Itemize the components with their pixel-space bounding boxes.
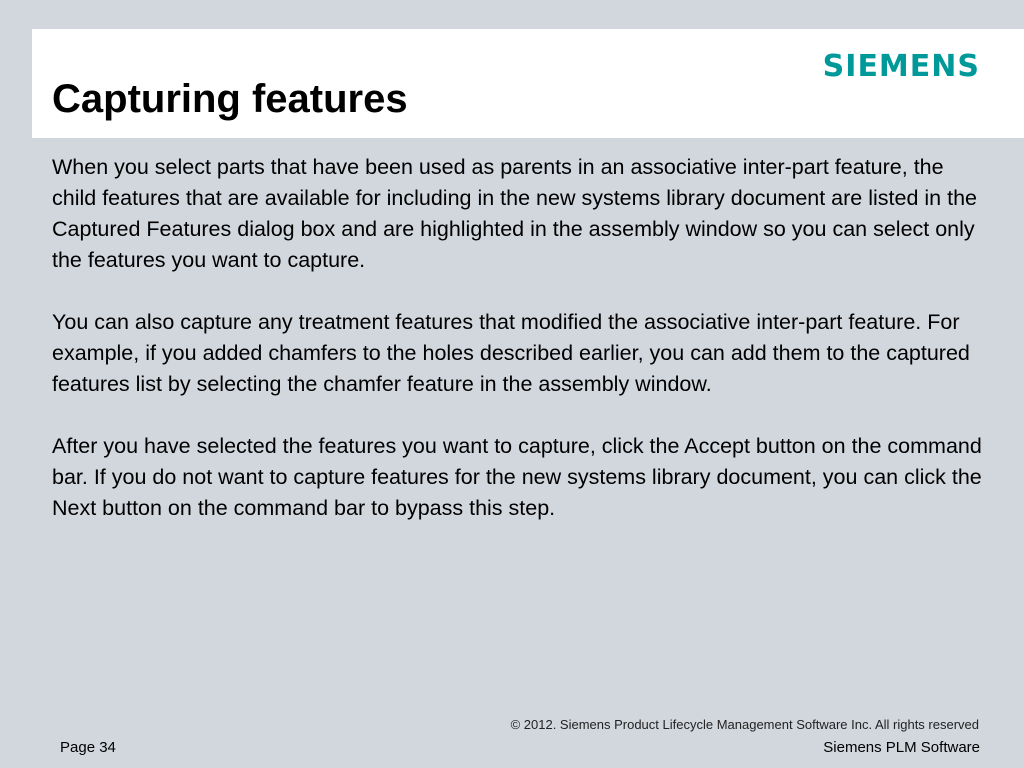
- slide-header: [32, 29, 1024, 138]
- page-title: Capturing features: [52, 77, 408, 121]
- page-number: Page 34: [60, 739, 116, 756]
- body-paragraph-1: When you select parts that have been used as parents in an associative inter-part feature, the child features that are available for including in the new systems library document are listed in the Captured Features dialog box and are highlighted in the assembly window so you can select only the features you want to capture.: [52, 155, 977, 272]
- body-paragraph-3: After you have selected the features you want to capture, click the Accept button on the command bar. If you do not want to capture features for the new systems library document, you can click the Next button on the command bar to bypass this step.: [52, 434, 982, 520]
- copyright-notice: © 2012. Siemens Product Lifecycle Management Software Inc. All rights reserved: [510, 717, 979, 732]
- slide-body: [52, 152, 982, 555]
- body-paragraph-2: You can also capture any treatment features that modified the associative inter-part feature. For example, if you added chamfers to the holes described earlier, you can add them to the captured features list by selecting the chamfer feature in the assembly window.: [52, 310, 970, 396]
- siemens-logo: SIEMENS: [822, 49, 980, 84]
- company-name: Siemens PLM Software: [823, 739, 980, 756]
